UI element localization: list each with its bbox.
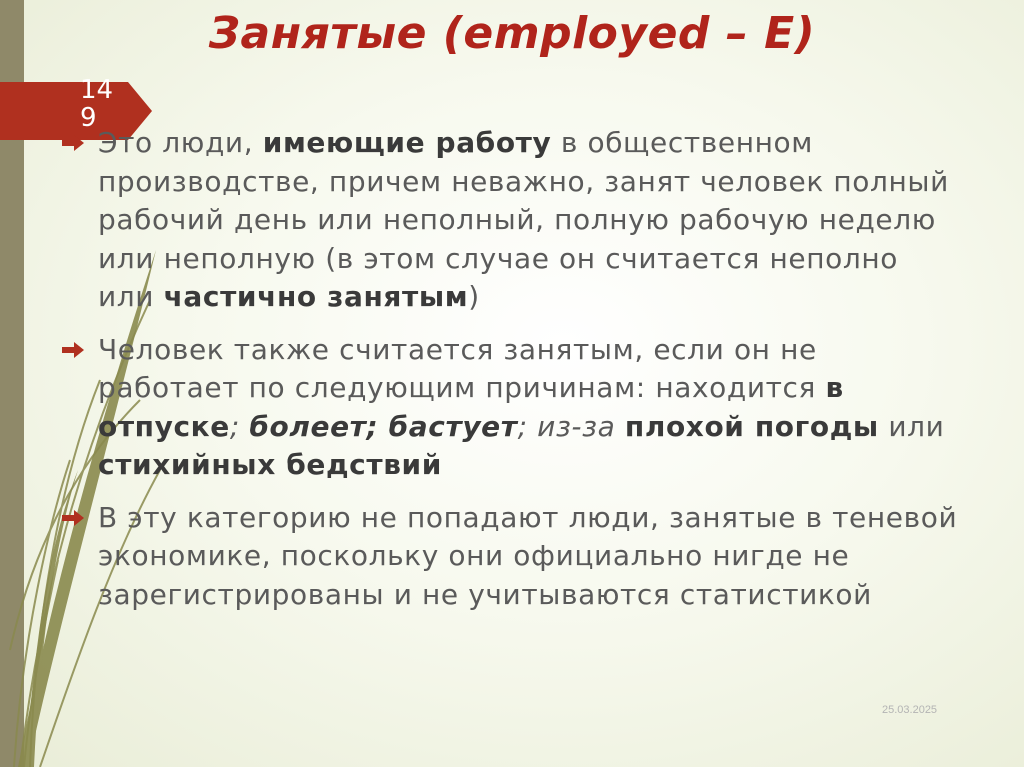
- bullet-text: или: [878, 409, 945, 443]
- slide-content: [62, 124, 962, 628]
- bullet-text: в общественном производстве, причем неважно, занят человек полный рабочий день или неполный, полную рабочую неделю или неполную (в этом случае он считается неполно или: [98, 126, 949, 313]
- arrow-bullet-icon: [62, 508, 86, 528]
- bullet-italic-text: ; из-за: [517, 409, 625, 443]
- arrow-bullet-icon: [62, 133, 86, 153]
- bullet-bold-text: имеющие работу: [262, 126, 552, 159]
- slide-date: 25.03.2025: [882, 704, 938, 716]
- bullet-bold-italic-text: болеет; бастует: [249, 409, 518, 443]
- arrow-bullet-icon: [62, 340, 86, 360]
- bullet-bold-text: частично занятым: [163, 280, 469, 313]
- bullet-item: [62, 499, 962, 615]
- bullet-bold-text: плохой погоды: [624, 409, 879, 443]
- bullet-text: Это люди,: [98, 126, 263, 159]
- bullet-text: В эту категорию не попадают люди, занятые в теневой экономике, поскольку они официально нигде не зарегистрированы и не учитываются статистикой: [98, 500, 958, 611]
- bullet-item: [62, 331, 962, 485]
- slide-number: 149: [80, 75, 114, 133]
- bullet-text: ): [468, 280, 480, 313]
- slide-title: Занятые (employed – E): [208, 8, 816, 59]
- bullet-bold-text: в отпуске: [98, 371, 844, 443]
- bullet-item: [62, 124, 962, 317]
- bullet-italic-text: ;: [229, 409, 250, 443]
- bullet-text: Человек также считается занятым, если он не работает по следующим причинам: находится: [98, 332, 826, 404]
- bullet-bold-text: стихийных бедствий: [98, 448, 442, 481]
